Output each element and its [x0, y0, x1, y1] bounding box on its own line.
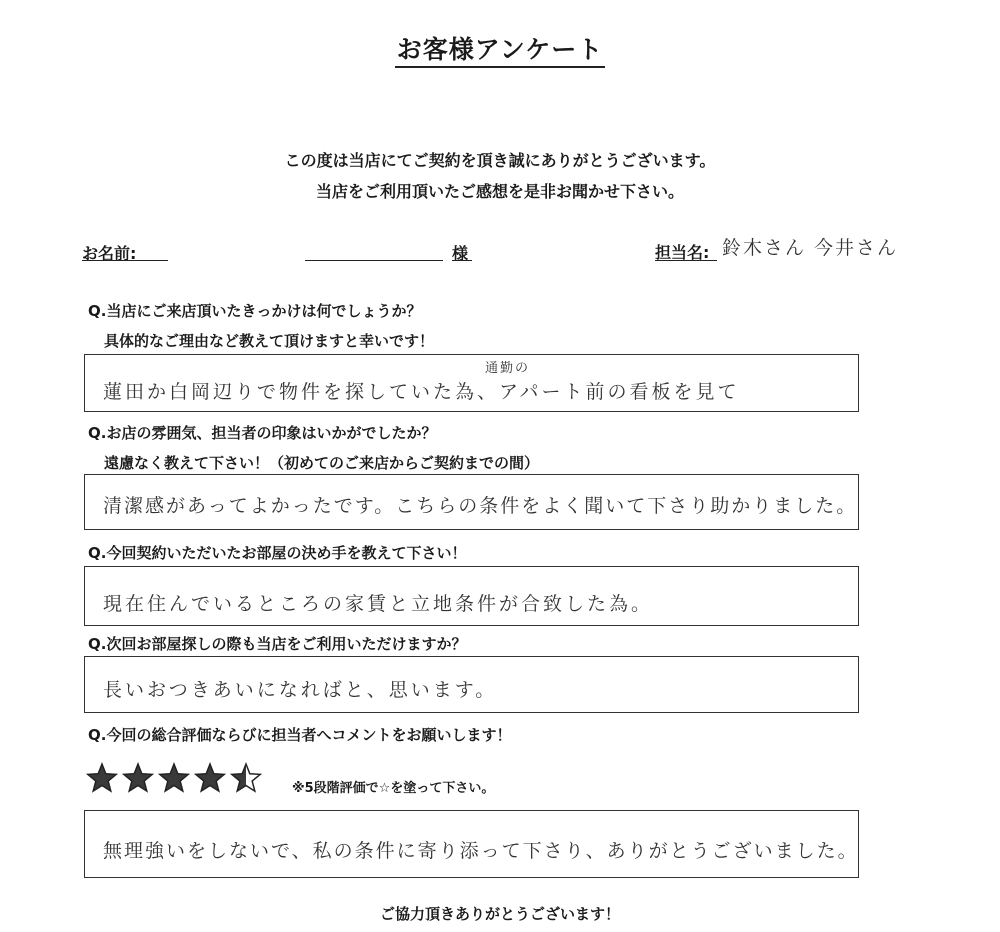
honorific-label: 様 — [452, 244, 469, 263]
question-1-line-1: Q.当店にご来店頂いたきっかけは何でしょうか？ — [88, 302, 422, 320]
question-4-line-1: Q.次回お部屋探しの際も当店をご利用いただけますか？ — [88, 635, 467, 653]
intro-line-1: この度は当店にてご契約を頂き誠にありがとうございます。 — [284, 151, 716, 170]
star-icon[interactable] — [194, 762, 226, 794]
star-rating[interactable] — [86, 762, 262, 794]
name-label-underline — [82, 260, 168, 261]
question-2-line-2: 遠慮なく教えて下さい！（初めてのご来店からご契約までの間） — [104, 454, 540, 472]
star-icon[interactable] — [122, 762, 154, 794]
staff-label: 担当名: — [655, 243, 710, 262]
answer-4-text: 長いおつきあいになればと、思います。 — [103, 679, 498, 701]
answer-box-1[interactable] — [84, 354, 859, 412]
star-icon[interactable] — [86, 762, 118, 794]
question-3-line-1: Q.今回契約いただいたお部屋の決め手を教えて下さい！ — [88, 544, 467, 562]
footer-thanks: ご協力頂きありがとうございます！ — [379, 905, 620, 923]
answer-box-5[interactable] — [84, 810, 859, 878]
name-input-line[interactable] — [305, 260, 443, 261]
question-1-line-2: 具体的なご理由など教えて頂けますと幸いです！ — [104, 332, 435, 350]
title-text: お客様アンケート — [395, 35, 606, 68]
page-title — [0, 30, 1000, 66]
intro-line-2: 当店をご利用頂いたご感想を是非お聞かせ下さい。 — [315, 182, 684, 201]
star-icon[interactable] — [158, 762, 190, 794]
honorific-underline — [452, 260, 472, 261]
staff-label-underline — [655, 260, 717, 261]
question-2-line-1: Q.お店の雰囲気、担当者の印象はいかがでしたか？ — [88, 424, 437, 442]
answer-5-text: 無理強いをしないで、私の条件に寄り添って下さり、ありがとうございました。 — [103, 840, 859, 862]
staff-value: 鈴木さん 今井さん — [722, 237, 899, 259]
answer-box-3[interactable] — [84, 566, 859, 626]
answer-1-text: 蓮田か白岡辺りで物件を探していた為、アパート前の看板を見て — [103, 381, 740, 403]
star-icon[interactable] — [230, 762, 262, 794]
answer-box-2[interactable] — [84, 474, 859, 530]
answer-2-text: 清潔感があってよかったです。こちらの条件をよく聞いて下さり助かりました。 — [103, 495, 858, 517]
answer-3-text: 現在住んでいるところの家賃と立地条件が合致した為。 — [103, 593, 654, 615]
rating-note: ※5段階評価で☆を塗って下さい。 — [292, 781, 495, 796]
answer-box-4[interactable] — [84, 656, 859, 713]
answer-1-insert: 通勤の — [485, 361, 531, 376]
name-label: お名前: — [82, 244, 137, 263]
question-5-line-1: Q.今回の総合評価ならびに担当者へコメントをお願いします！ — [88, 726, 512, 744]
